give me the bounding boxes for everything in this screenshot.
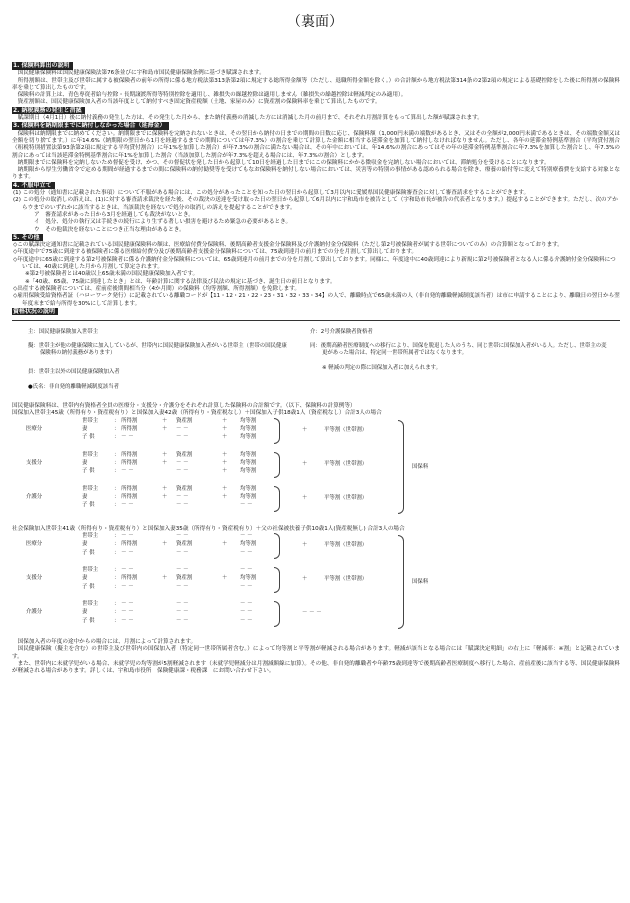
member-label: 世帯主	[82, 566, 99, 573]
cell: ： － －	[114, 549, 134, 556]
cell: － －	[240, 600, 253, 607]
list-item: ア 審査請求があった日から3月を経過しても裁決がないとき。	[34, 211, 194, 218]
member-label: 妻	[82, 609, 88, 616]
cell: － －	[176, 468, 189, 475]
cell: － －	[240, 532, 253, 539]
bracket	[398, 420, 404, 514]
cell: ＋	[302, 494, 308, 501]
bracket	[274, 533, 280, 559]
cell: － －	[240, 566, 253, 573]
cell: ＋	[222, 417, 228, 424]
section-heading: 資格状況の説明	[12, 308, 58, 316]
cell: ＋	[162, 541, 168, 548]
cell: ： － －	[114, 609, 134, 616]
cell: ＋	[162, 494, 168, 501]
cell: 均等割	[240, 494, 257, 501]
list-item: (1) この処分（通知書に記載された事項）について不服がある場合には、この処分があったことを知った日の翌日から起算して3月以内に愛媛県国民健康保険審査会に対して審査請求をすることができます。	[13, 190, 530, 197]
cell: － －	[176, 494, 189, 501]
cell: ＋	[302, 575, 308, 582]
paragraph: 賦課期日（4月1日）後に納付義務の発生した方は、その発生した月から、また納付義務の消滅した方には消滅した月の前月まで、それぞれ月割計算をもって算出した額が賦課されます。	[17, 115, 483, 122]
example-grid-1	[12, 418, 620, 522]
cell: 均等割	[240, 541, 257, 548]
cell: ＋	[162, 460, 168, 467]
cell: ： 所得割	[114, 417, 138, 424]
cell: ： － －	[114, 566, 134, 573]
group-label: 介護分	[26, 493, 43, 500]
cell: ＋	[162, 426, 168, 433]
cell: － －	[176, 434, 189, 441]
bracket	[398, 535, 404, 629]
example-intro: 国民健康保険料は、世帯内有資格者全員の医療分・支援分・介護分をそれぞれ計算した保険料の合計額です。（以下、保険料の計算例等）	[12, 403, 356, 410]
paragraph: 所得割額は、世帯主及び世帯に属する被保険者の前年の所得に係る地方税法第313条第2項に規定する総所得金額等（ただし、退職所得金額を除く。）の合計額から地方税法第314条の2第2項の規定による基礎控除をした後に所得割の保険料率を乗じて算出したものです。	[12, 77, 620, 91]
member-label: 子 供	[82, 468, 95, 475]
cell: ： 所得割	[114, 426, 138, 433]
cell: 資産割	[176, 485, 193, 492]
member-label: 子 供	[82, 583, 95, 590]
cell: － －	[176, 617, 189, 624]
paragraph: 国民健康保険料は国民健康保険法第76条並びに宇和島市国民健康保険条例に基づき賦課されます。	[17, 70, 265, 77]
cell: － －	[240, 502, 253, 509]
footnote: また、世帯内に未就学児がいる場合、未就学児の均等割が5割軽減されます（未就学児軽減分は月割減額線に加算）。その他、非自発的離職者や年齢75歳到達等で後期高齢者医療制度へ移行した場合、産前産後に該当する等、国民健康保険料が軽減される場合があります。詳しくは、宇和島市役所 保険健康課・税務課 にお問い合わせ下さい。	[12, 660, 620, 675]
cell: 平等割（世帯割）	[324, 426, 368, 433]
cell: － －	[176, 426, 189, 433]
cell: － －	[176, 583, 189, 590]
cell: ＋	[162, 451, 168, 458]
cell: ＋	[162, 417, 168, 424]
cell: － －	[176, 566, 189, 573]
cell: ＋	[222, 575, 228, 582]
group-label: 医療分	[26, 425, 43, 432]
page-title: （裏面）	[287, 14, 343, 30]
cell: ＋	[222, 485, 228, 492]
example-title: 国保加入世帯主45歳（所得有り・資産税有り）と国保加入妻42歳（所得有り・資産税なし）＋国保加入子供18歳1人（資産税なし）合計3人の場合	[12, 410, 382, 417]
cell: ： － －	[114, 532, 134, 539]
section-heading: 5. その他	[12, 234, 43, 242]
group-label: 介護分	[26, 608, 43, 615]
divider	[12, 320, 620, 321]
cell: ： 所得割	[114, 451, 138, 458]
cell: ： 所得割	[114, 494, 138, 501]
cell: ： － －	[114, 468, 134, 475]
definition: 擬：世帯主が他の健康保険に加入しているが、世帯内に国民健康保険加入者がいる世帯主（世帯の国民健康保険料の納付義務があります）	[28, 343, 287, 357]
cell: ： 所得割	[114, 460, 138, 467]
cell: 平等割（世帯割）	[324, 460, 368, 467]
group-label: 医療分	[26, 540, 43, 547]
cell: ： － －	[114, 502, 134, 509]
cell: ： － －	[114, 434, 134, 441]
cell: 資産割	[176, 575, 193, 582]
member-label: 世帯主	[82, 451, 99, 458]
member-label: 子 供	[82, 502, 95, 509]
notice-body	[12, 62, 620, 675]
list-item: ◇出産する被保険者については、産前産後期間相当分（4か月間）の保険料（均等割額、所得割額）を免除します。	[13, 285, 300, 292]
section-heading: 1. 保険料算出の説明	[12, 62, 73, 70]
list-item: ◇この賦課決定通知書に記載されている国民健康保険料の額は、医療給付費分保険料、後期高齢者支援金分保険料及び介護納付金分保険料（ただし第2号被保険者が属する世帯についてのみ）の合算額となっております。	[13, 242, 563, 249]
cell: 平等割（世帯割）	[324, 541, 368, 548]
cell: － －	[176, 600, 189, 607]
cell: 均等割	[240, 451, 257, 458]
member-label: 世帯主	[82, 532, 99, 539]
list-item: ウ その他裁決を経ないことにつき正当な理由があるとき。	[34, 226, 185, 233]
definitions	[12, 327, 620, 399]
cell: － －	[240, 609, 253, 616]
cell: ＋	[302, 460, 308, 467]
paragraph: 保険料は納期限までに納めてください。納期限までに保険料を完納されないときは、その翌日から納付の日までの期間の日数に応じ、保険料額（1,000円未満の端数があるとき、又はその全額が2,000円未満であるときは、その端数金額又は全額を切り捨てます。）に年14.6%（納期限の翌日から1月を経過するまでの期間については年7.3%）の割合を乗じて計算した金額に相当する延滞金を加算して納付しなければなりません。ただし、各年の延滞金特例基準割合（平均貸付割合（租税特別措置法第93条第2項に規定する平均貸付割合）に年1%を加算した割合）が年7.3%の割合に満たない場合は、その年中においては、年14.6%の割合にあってはその年の延滞金特例基準割合に年7.3%を加算した割合とし、年7.3%の割合にあっては当該延滞金特例基準割合に年1%を加算した割合（当該加算した割合が年7.3%を超える場合には、年7.3%の割合）とします。	[12, 130, 620, 159]
cell: 資産割	[176, 541, 193, 548]
note: ※「40歳、65歳、75歳に到達したとき」とは、年齢計算に関する法律及び民法の規定に基づき、誕生日の前日となります。	[25, 278, 336, 285]
group-label: 支援分	[26, 574, 43, 581]
cell: ： － －	[114, 600, 134, 607]
member-label: 妻	[82, 541, 88, 548]
list-item: ◇雇用保険受給資格者証（ハローワーク発行）に記載されている離職コードが【11・12・21・22・23・31・32・33・34】の人で、離職時点で65歳未満の人（非自発的離職軽減制度該当者）は市に申請することにより、離職日の翌日から翌年度末まで給与所得を30%にして計算します。	[13, 293, 620, 307]
cell: ： － －	[114, 617, 134, 624]
cell: ： 所得割	[114, 575, 138, 582]
cell: － － －	[302, 609, 322, 616]
cell: ＋	[222, 468, 228, 475]
bracket	[274, 418, 280, 444]
definition: ※ 軽減の判定の際に国保加入者に加えられます。	[322, 365, 442, 372]
member-label: 世帯主	[82, 417, 99, 424]
cell: － －	[240, 617, 253, 624]
list-item: イ 処分、処分の執行又は手続きの続行により生ずる著しい損害を避けるため緊急の必要があるとき。	[34, 219, 292, 226]
cell: 均等割	[240, 426, 257, 433]
cell: ＋	[302, 426, 308, 433]
member-label: 子 供	[82, 549, 95, 556]
definition: 同：後期高齢者医療制度への移行により、国保を脱退した人のうち、同じ世帯に国保加入者がいる人。ただし、世帯主の変更があった場合は、特定同一世帯所属者ではなくなります。	[310, 343, 607, 357]
cell: － －	[240, 549, 253, 556]
footnote: 国民健康保険（擬主を含む）の世帯主及び世帯内の国保加入者（特定同一世帯所属者含む。）によって均等割と平等割が軽減される場合があります。軽減が該当となる場合には「賦課決定明細」の右上に「軽減率：※割」と記載されています。	[12, 646, 620, 660]
cell: － －	[176, 502, 189, 509]
member-label: 妻	[82, 575, 88, 582]
total-label: 国保料	[412, 578, 429, 585]
section-heading: 4. 不服申立て	[12, 182, 55, 190]
member-label: 子 供	[82, 617, 95, 624]
cell: ： 所得割	[114, 485, 138, 492]
paragraph: 資産割額は、国民健康保険加入者の当該年度として納付すべき固定資産税額（土地、家屋のみ）に資産割の保険料率を乗じて算出したものです。	[17, 99, 381, 106]
cell: ＋	[222, 460, 228, 467]
section-heading: 2. 納税義務の発生と消滅	[12, 107, 85, 115]
cell: 均等割	[240, 417, 257, 424]
cell: ＋	[222, 426, 228, 433]
member-label: 妻	[82, 426, 88, 433]
cell: ＋	[162, 485, 168, 492]
bracket	[274, 486, 280, 512]
cell: 平等割（世帯割）	[324, 575, 368, 582]
cell: 均等割	[240, 485, 257, 492]
list-item: ◇年度途中で75歳に到達する被保険者に係る医療給付費分及び後期高齢者支援金分保険料については、75歳到達月の前月までの分を月割して算出しております。	[13, 249, 417, 256]
cell: 資産割	[176, 451, 193, 458]
cell: ＋	[222, 494, 228, 501]
paragraph: 納期限までに保険料を完納しないため督促を受け、かつ、その督促状を発した日から起算して10日を経過した日までにこの保険料にかかる微収金を完納しない場合においては、滞納処分を受けることになります。	[17, 159, 550, 166]
cell: ： － －	[114, 583, 134, 590]
cell: － －	[176, 609, 189, 616]
group-label: 支援分	[26, 459, 43, 466]
member-label: 世帯主	[82, 485, 99, 492]
section-heading: 3. 保険料を納期限までに納付しなかった場合（延滞金）	[12, 122, 169, 130]
list-item: (2) この処分の取消しの訴えは、(1)に対する審査請求裁決を経た後、その裁決の送達を受け取った日の翌日から起算して6月以内に宇和島市を被告として（宇和島市長が被告の代表者となります。）提起することができます。ただし、次のアからウまでのいずれかに該当するときは、当該裁決を経ないで処分の取消しの訴えを提起することができます。	[13, 197, 618, 211]
definition: ●氏名：非自発的離職軽減制度該当者	[28, 384, 119, 391]
cell: － －	[240, 583, 253, 590]
cell: － －	[176, 532, 189, 539]
cell: ： 所得割	[114, 541, 138, 548]
bracket	[274, 452, 280, 478]
cell: ＋	[162, 575, 168, 582]
footnote: 国保加入者の年度の途中からの場合には、月割によって計算されます。	[17, 638, 197, 645]
member-label: 妻	[82, 494, 88, 501]
example-title: 社会保険加入世帯主41歳（所得有り・資産税有り）と国保加入妻35歳（所得有り・資産税有り）＋父の社保被扶養子供10歳1人(資産税無し) 合計3人の場合	[12, 525, 405, 532]
bracket	[274, 601, 280, 627]
total-label: 国保料	[412, 463, 429, 470]
cell: ＋	[302, 541, 308, 548]
member-label: 子 供	[82, 434, 95, 441]
member-label: 妻	[82, 460, 88, 467]
cell: － －	[176, 549, 189, 556]
cell: 平等割（世帯割）	[324, 494, 368, 501]
member-label: 世帯主	[82, 600, 99, 607]
cell: ＋	[222, 434, 228, 441]
definition: 員：世帯主以外の国民健康保険加入者	[28, 369, 120, 376]
cell: ＋	[222, 541, 228, 548]
cell: － －	[176, 460, 189, 467]
cell: ＋	[222, 451, 228, 458]
example-grid-2	[12, 533, 620, 637]
cell: 均等割	[240, 460, 257, 467]
bracket	[274, 567, 280, 593]
definition: 主：国民健康保険加入世帯主	[28, 329, 99, 336]
paragraph: 保険料の計算上は、青色専従者給与控除・長期譲渡所得等特別控除を適用し、雑損失の繰越控除は適用しません（雑損失の繰越控除は軽減判定のみ適用）。	[17, 92, 407, 99]
cell: 資産割	[176, 417, 193, 424]
list-item: ◇年度途中に65歳に到達する第2号被保険者に係る介護納付金分保険料については、65歳到達月の前月までの分を月割して算出しております。同様に、年度途中に40歳到達により新規に第2号被保険者となる人に係る介護納付金分保険料については、40歳に到達した月から月割して算定されます。	[13, 256, 616, 271]
definition: 介：2号介護保険者資格者	[310, 329, 373, 336]
cell: 均等割	[240, 575, 257, 582]
note: ※第2号被保険者とは40歳以上65歳未満の国民健康保険加入者です。	[25, 271, 199, 278]
cell: 均等割	[240, 434, 257, 441]
paragraph: 納期限から厚生労働省令で定める期間が経過するまでの間に保険料の納付勧奨等を受けてもなお保険料を納付しない場合においては、災害等の特別の事情がある認められる場合を除き、療養の給付等に変えて特別療養費を支給する対象となります。	[12, 167, 620, 181]
cell: 均等割	[240, 468, 257, 475]
